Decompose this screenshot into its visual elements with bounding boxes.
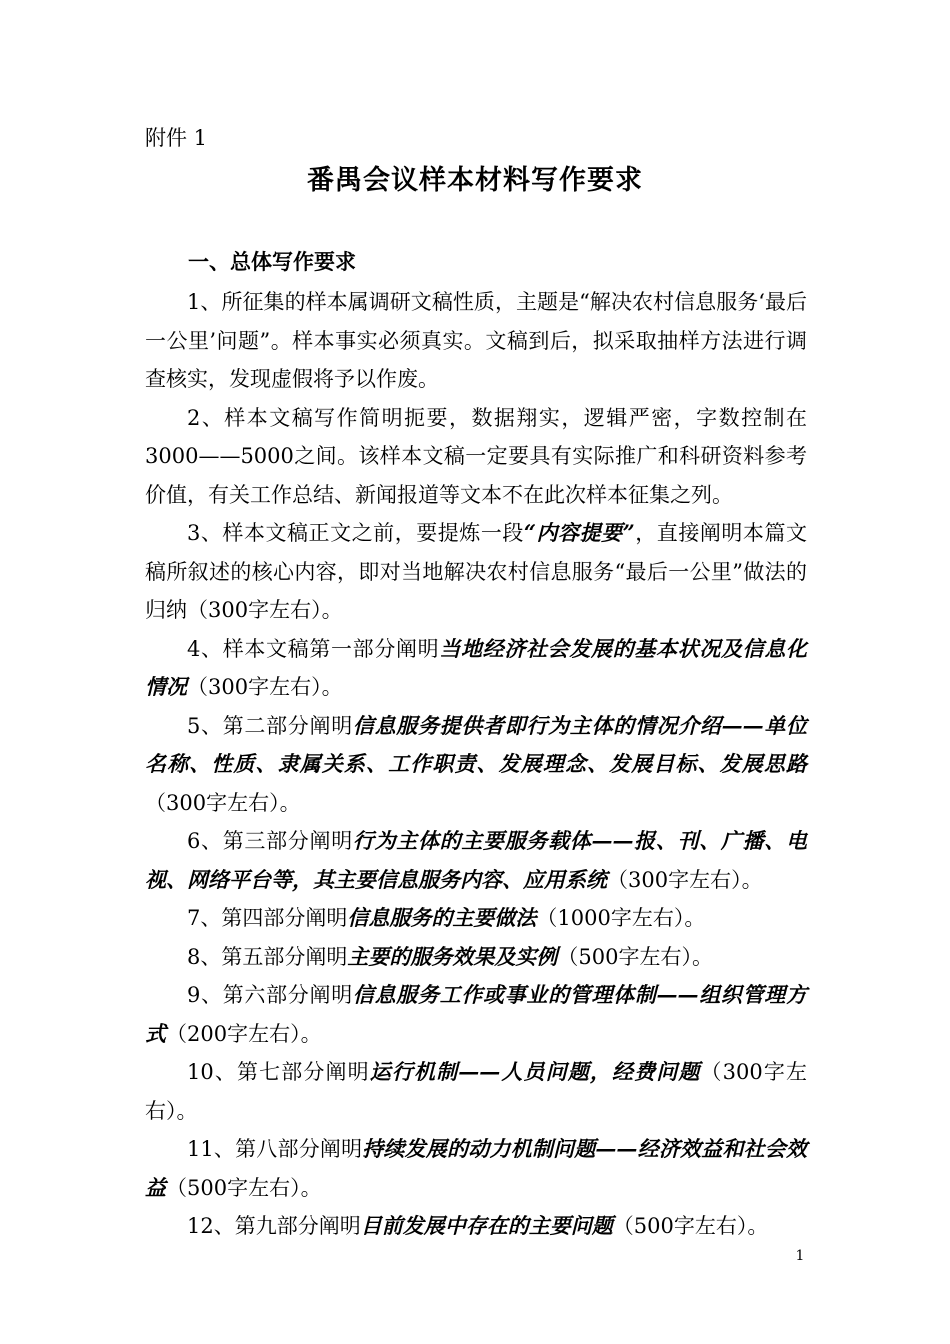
page-number: 1 — [795, 1248, 805, 1264]
attachment-label: 附件 1 — [145, 126, 208, 150]
paragraph: 10、第七部分阐明运行机制——人员问题，经费问题（300字左右）。 — [145, 1059, 807, 1123]
paragraph: 4、样本文稿第一部分阐明当地经济社会发展的基本状况及信息化情况（300字左右）。 — [145, 635, 807, 699]
paragraph: 5、第二部分阐明信息服务提供者即行为主体的情况介绍——单位名称、性质、隶属关系、工作职责、发展理念、发展目标、发展思路（300字左右）。 — [145, 712, 807, 815]
paragraph: 3、样本文稿正文之前，要提炼一段“内容提要”，直接阐明本篇文稿所叙述的核心内容，即对当地解决农村信息服务“最后一公里”做法的归纳（300字左右）。 — [145, 520, 807, 622]
paragraph: 11、第八部分阐明持续发展的动力机制问题——经济效益和社会效益（500字左右）。 — [145, 1136, 807, 1200]
paragraph: 12、第九部分阐明目前发展中存在的主要问题（500字左右）。 — [187, 1213, 769, 1238]
document-title: 番禺会议样本材料写作要求 — [307, 165, 643, 196]
paragraph: 2、样本文稿写作简明扼要，数据翔实，逻辑严密，字数控制在3000——5000之间。该样本文稿一定要具有实际推广和科研资料参考价值，有关工作总结、新闻报道等文本不在此次样本征集之列。 — [145, 405, 807, 507]
paragraph: 8、第五部分阐明主要的服务效果及实例（500字左右）。 — [187, 943, 713, 969]
paragraph: 1、所征集的样本属调研文稿性质，主题是“解决农村信息服务‘最后一公里’问题”。样本事实必须真实。文稿到后，拟采取抽样方法进行调查核实，发现虚假将予以作废。 — [145, 290, 807, 391]
paragraph: 7、第四部分阐明信息服务的主要做法（1000字左右）。 — [187, 905, 706, 930]
section-heading: 一、总体写作要求 — [188, 249, 356, 274]
paragraph: 9、第六部分阐明信息服务工作或事业的管理体制——组织管理方式（200字左右）。 — [145, 982, 807, 1046]
requirements-body — [145, 283, 807, 1246]
paragraph: 6、第三部分阐明行为主体的主要服务载体——报、刊、广播、电视、网络平台等，其主要信息服务内容、应用系统（300字左右）。 — [145, 828, 807, 892]
